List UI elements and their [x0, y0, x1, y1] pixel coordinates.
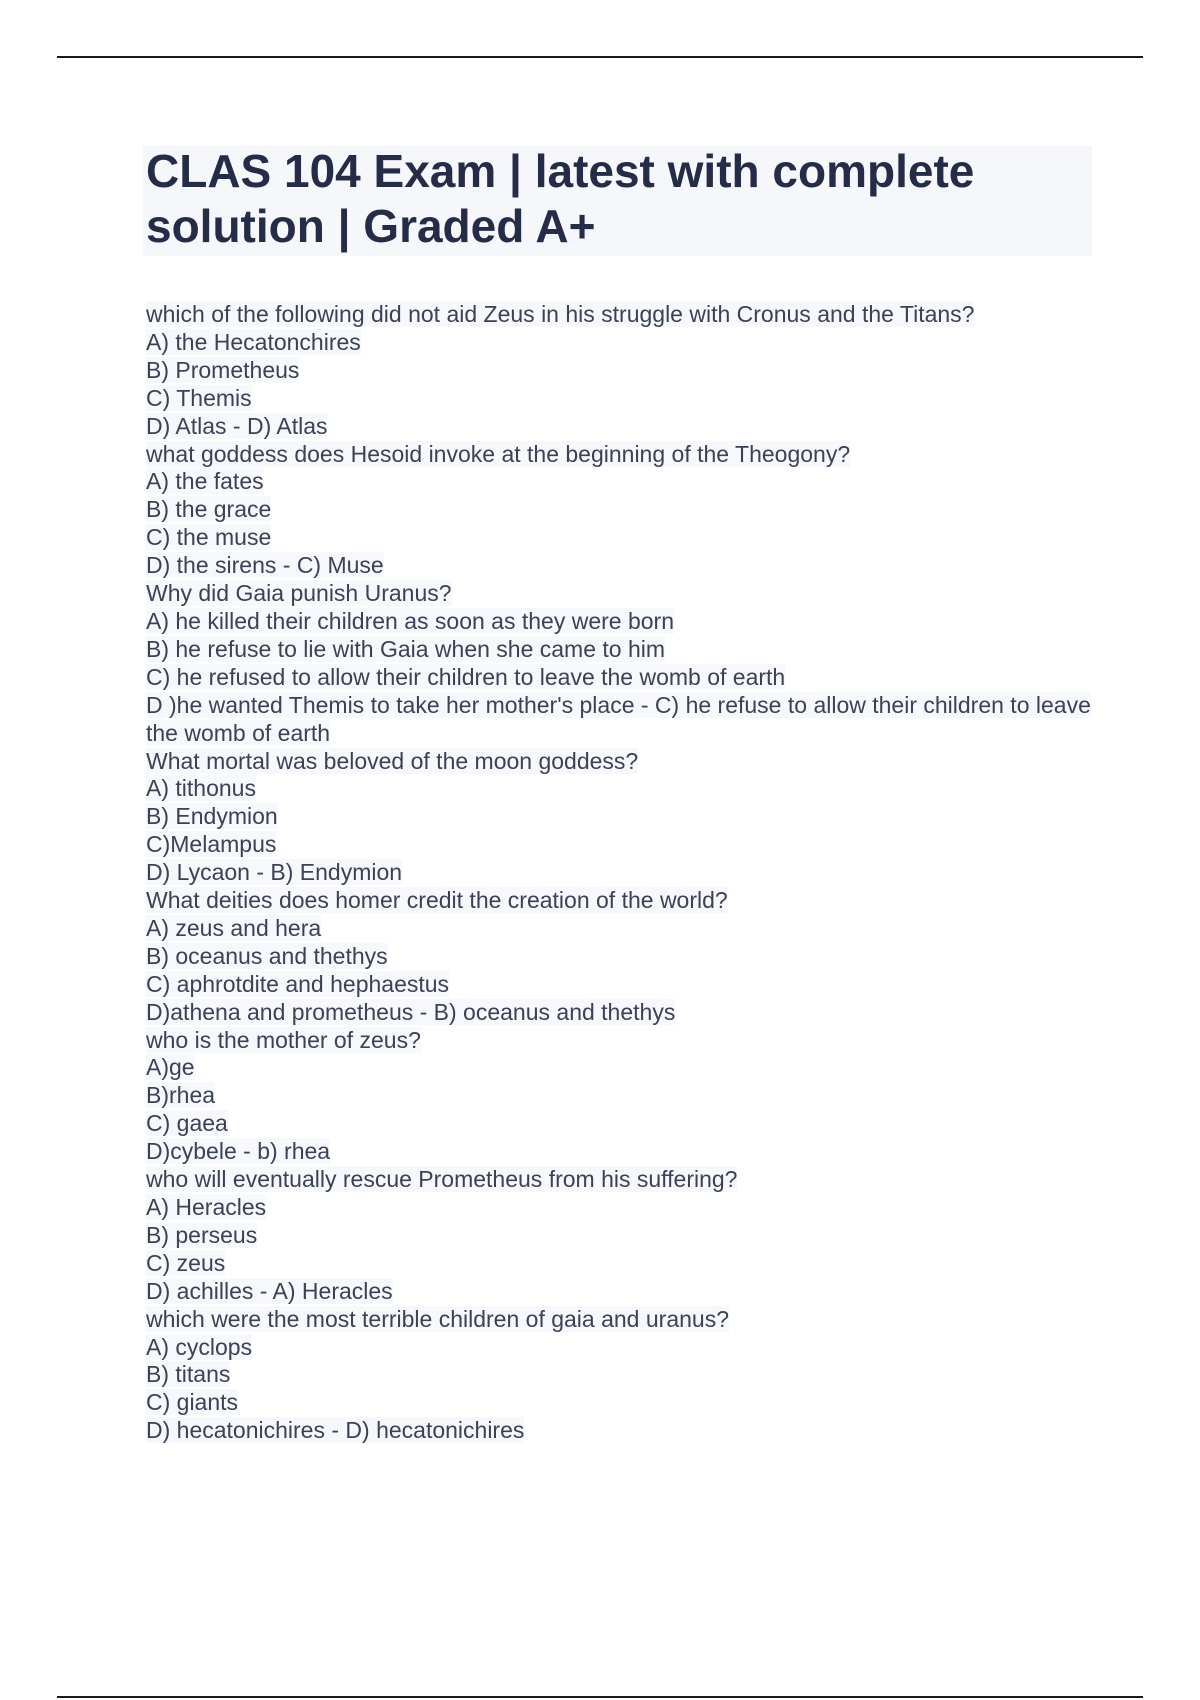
answer-option-label: B) perseus	[146, 1221, 258, 1248]
answer-option-label: A) the Hecatonchires	[146, 328, 361, 355]
answer-option	[146, 468, 1096, 496]
answer-option	[146, 1054, 1096, 1082]
answer-option-label: B) the grace	[146, 496, 272, 523]
answer-option-label: C) Themis	[146, 384, 252, 411]
answer-option	[146, 803, 1096, 831]
answer-option	[146, 775, 1096, 803]
answer-option-label: C) zeus	[146, 1249, 226, 1276]
question-text-label: which were the most terrible children of gaia and uranus?	[146, 1305, 729, 1332]
question-text	[146, 1306, 1096, 1334]
question-text-label: What deities does homer credit the creation of the world?	[146, 887, 728, 914]
answer-option-label: A)ge	[146, 1054, 195, 1081]
answer-option	[146, 664, 1096, 692]
answer-option-label: A) cyclops	[146, 1333, 253, 1360]
answer-option	[146, 608, 1096, 636]
answer-line-label: D)cybele - b) rhea	[146, 1138, 331, 1165]
question-text	[146, 301, 1096, 329]
question-text	[146, 1166, 1096, 1194]
question-text	[146, 441, 1096, 469]
exam-content	[146, 301, 1096, 1445]
answer-option	[146, 831, 1096, 859]
answer-option-label: C) giants	[146, 1389, 239, 1416]
answer-line	[146, 692, 1096, 748]
answer-option	[146, 329, 1096, 357]
answer-line	[146, 1417, 1096, 1445]
answer-option	[146, 943, 1096, 971]
document-title: CLAS 104 Exam | latest with complete solution | Graded A+	[146, 145, 975, 252]
bottom-rule	[57, 1696, 1143, 1698]
answer-line-label: D) Atlas - D) Atlas	[146, 412, 328, 439]
question-text	[146, 748, 1096, 776]
answer-option-label: B) Endymion	[146, 803, 278, 830]
answer-line-label: D) achilles - A) Heracles	[146, 1277, 393, 1304]
answer-line-label: D) Lycaon - B) Endymion	[146, 859, 403, 886]
answer-option	[146, 1250, 1096, 1278]
question-text-label: who will eventually rescue Prometheus from his suffering?	[146, 1166, 738, 1193]
answer-option	[146, 524, 1096, 552]
answer-option-label: C)Melampus	[146, 831, 277, 858]
answer-line	[146, 1138, 1096, 1166]
answer-line	[146, 859, 1096, 887]
answer-option	[146, 1361, 1096, 1389]
answer-option-label: B)rhea	[146, 1082, 216, 1109]
question-text-label: which of the following did not aid Zeus in his struggle with Cronus and the Titans?	[146, 301, 975, 327]
question-text	[146, 1027, 1096, 1055]
question-text-label: what goddess does Hesoid invoke at the beginning of the Theogony?	[146, 440, 851, 467]
answer-option-label: A) Heracles	[146, 1194, 267, 1220]
question-text-label: who is the mother of zeus?	[146, 1026, 421, 1053]
answer-option	[146, 971, 1096, 999]
answer-option-label: A) zeus and hera	[146, 914, 322, 941]
answer-option	[146, 636, 1096, 664]
answer-line	[146, 552, 1096, 580]
answer-line	[146, 999, 1096, 1027]
answer-option	[146, 1222, 1096, 1250]
answer-line-label: D) hecatonichires - D) hecatonichires	[146, 1417, 525, 1444]
answer-option-label: A) he killed their children as soon as they were born	[146, 607, 675, 634]
answer-option-label: C) aphrotdite and hephaestus	[146, 970, 450, 997]
answer-line-label: D)athena and prometheus - B) oceanus and thethys	[146, 998, 676, 1025]
question-text-label: Why did Gaia punish Uranus?	[146, 580, 452, 607]
answer-option-label: C) gaea	[146, 1110, 228, 1137]
answer-option	[146, 915, 1096, 943]
answer-option	[146, 1194, 1096, 1222]
answer-option	[146, 357, 1096, 385]
answer-option-label: A) the fates	[146, 468, 264, 495]
question-text	[146, 580, 1096, 608]
answer-option-label: A) tithonus	[146, 775, 256, 802]
answer-option-label: C) the muse	[146, 524, 272, 551]
answer-option	[146, 1389, 1096, 1417]
answer-option	[146, 1082, 1096, 1110]
answer-option-label: B) he refuse to lie with Gaia when she came to him	[146, 635, 666, 662]
answer-option-label: C) he refused to allow their children to leave the womb of earth	[146, 663, 786, 690]
answer-line-label: D) the sirens - C) Muse	[146, 552, 384, 579]
top-rule	[57, 56, 1143, 58]
answer-option	[146, 385, 1096, 413]
answer-line-label: D )he wanted Themis to take her mother's place - C) he refuse to allow their children to leave the womb of earth	[146, 691, 1091, 746]
answer-option-label: B) oceanus and thethys	[146, 942, 388, 969]
answer-option-label: B) titans	[146, 1361, 231, 1388]
answer-option-label: B) Prometheus	[146, 356, 300, 383]
answer-option	[146, 1334, 1096, 1362]
answer-line	[146, 1278, 1096, 1306]
answer-line	[146, 413, 1096, 441]
question-text-label: What mortal was beloved of the moon goddess?	[146, 747, 639, 774]
question-text	[146, 887, 1096, 915]
answer-option	[146, 496, 1096, 524]
answer-option	[146, 1110, 1096, 1138]
